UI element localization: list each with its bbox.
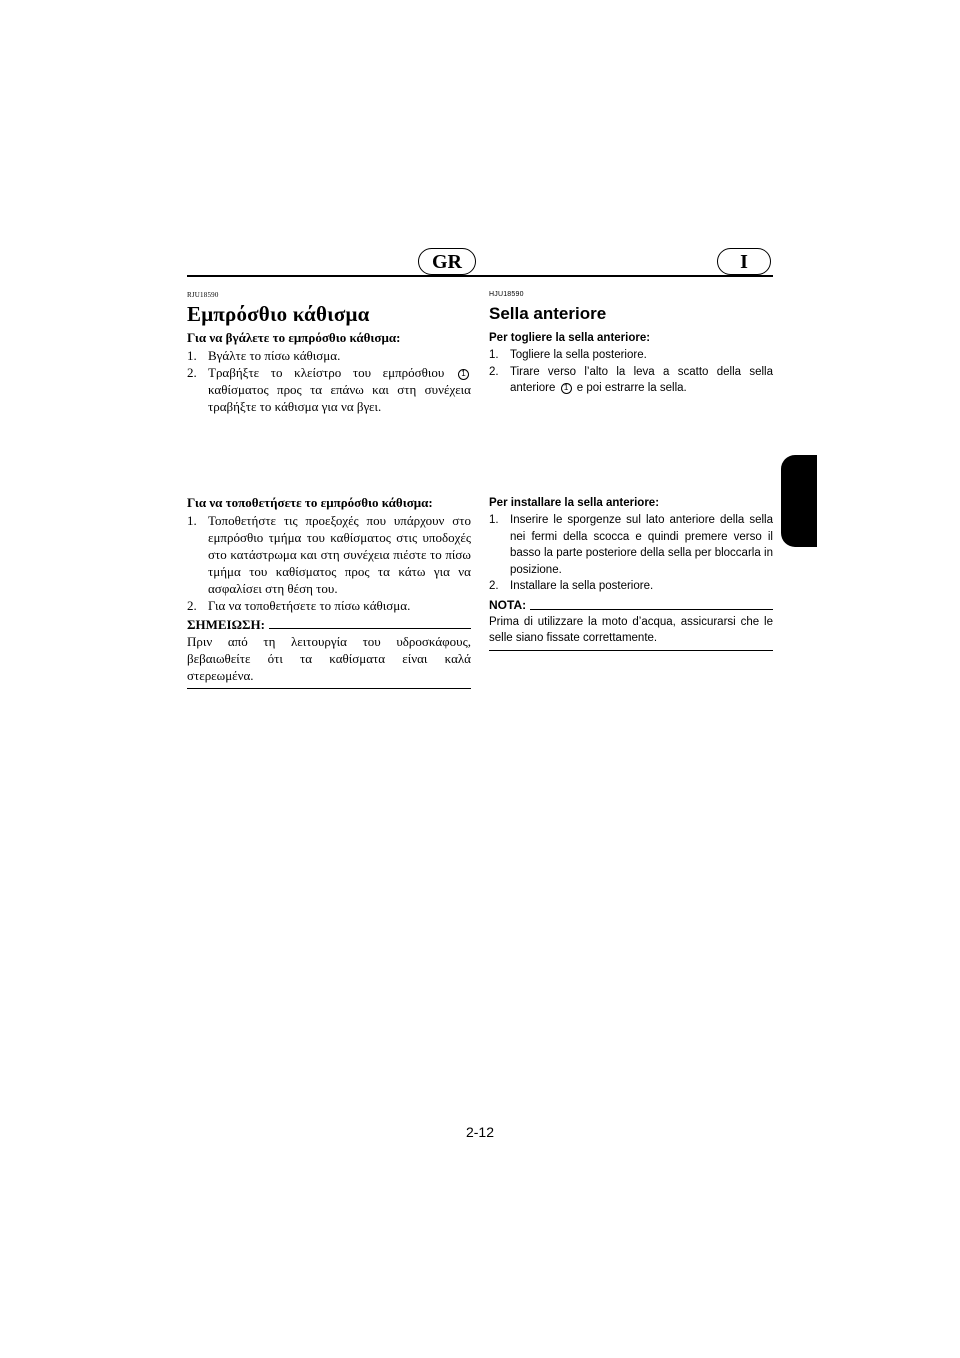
step-item (187, 597, 471, 614)
step-item (489, 347, 773, 364)
install-steps (187, 512, 471, 614)
page-number: 2-12 (465, 1124, 495, 1140)
install-block (187, 492, 471, 689)
greek-column (187, 290, 471, 683)
step-number: 1. (187, 513, 197, 528)
header-rule (187, 275, 773, 277)
install-heading: Per installare la sella anteriore: (489, 497, 660, 509)
step-text: καθίσματος προς τα επάνω και στη συνέχεια τραβήξτε το κάθισμα για να βγει. (208, 382, 471, 414)
note-rule (530, 609, 773, 610)
section-title: Sella anteriore (489, 304, 607, 323)
note-header (187, 616, 471, 633)
note-label: NOTA: (489, 597, 527, 612)
step-text: Inserire le sporgenze sul lato anteriore della sella nei fermi della scocca e quindi premere verso il basso la parte posteriore della sella per bloccarla in posizione. (510, 514, 773, 576)
step-text: Tirare verso l’alto la leva a scatto della sella anteriore (510, 365, 773, 394)
step-number: 2. (489, 580, 499, 592)
step-text: Τοποθετήστε τις προεξοχές που υπάρχουν στο εμπρόσθιο τμήμα του καθίσματος στις υποδοχές στο κατάστρωμα και στη συνέχεια πιέστε το πίσω τμήμα του καθίσματος προς τα κάτω για να ασφαλίσει στη θέση του. (208, 513, 471, 596)
step-item (489, 364, 773, 397)
note-text: Prima di utilizzare la moto d’acqua, assicurarsi che le selle siano fissate correttamente. (489, 615, 773, 644)
remove-steps (489, 347, 773, 397)
step-number: 1. (489, 514, 499, 526)
step-item (187, 364, 471, 415)
install-steps (489, 512, 773, 595)
step-number: 2. (187, 598, 197, 613)
section-code: RJU18590 (187, 291, 219, 299)
remove-heading: Per togliere la sella anteriore: (489, 332, 651, 344)
section-title: Εμπρόσθιο κάθισμα (187, 302, 370, 326)
note-header (489, 597, 773, 614)
note-label: ΣΗΜΕΙΩΣΗ: (187, 617, 265, 632)
step-item (489, 512, 773, 578)
step-text: Για να τοποθετήσετε το πίσω κάθισμα. (208, 598, 411, 613)
remove-heading: Για να βγάλετε το εμπρόσθιο κάθισμα: (187, 330, 401, 345)
section-code: HJU18590 (489, 291, 524, 298)
callout-number-icon: 1 (561, 383, 572, 394)
step-text: Togliere la sella posteriore. (510, 349, 647, 361)
note-rule (269, 628, 471, 629)
callout-number-icon: 1 (458, 369, 469, 380)
step-text: Τραβήξτε το κλείστρο του εμπρόσθιου (208, 365, 445, 380)
step-item (187, 347, 471, 364)
step-number: 1. (187, 348, 197, 363)
step-number: 2. (187, 365, 197, 380)
install-block (489, 492, 773, 651)
note-end-rule (187, 688, 471, 689)
step-number: 2. (489, 365, 499, 378)
step-item (187, 512, 471, 597)
step-text: Βγάλτε το πίσω κάθισμα. (208, 348, 341, 363)
note-end-rule (489, 650, 773, 651)
language-badge-greek: GR (418, 248, 476, 275)
remove-steps (187, 347, 471, 415)
note-text: Πριν από τη λειτουργία του υδροσκάφους, βεβαιωθείτε ότι τα καθίσματα είναι καλά στερεωμένα. (187, 634, 471, 683)
step-item (489, 578, 773, 595)
language-badge-italian: I (717, 248, 771, 275)
step-text: e poi estrarre la sella. (576, 382, 687, 394)
chapter-tab (781, 455, 817, 547)
step-number: 1. (489, 349, 499, 361)
install-heading: Για να τοποθετήσετε το εμπρόσθιο κάθισμα: (187, 495, 433, 510)
italian-column (489, 290, 773, 644)
step-text: Installare la sella posteriore. (510, 580, 654, 592)
